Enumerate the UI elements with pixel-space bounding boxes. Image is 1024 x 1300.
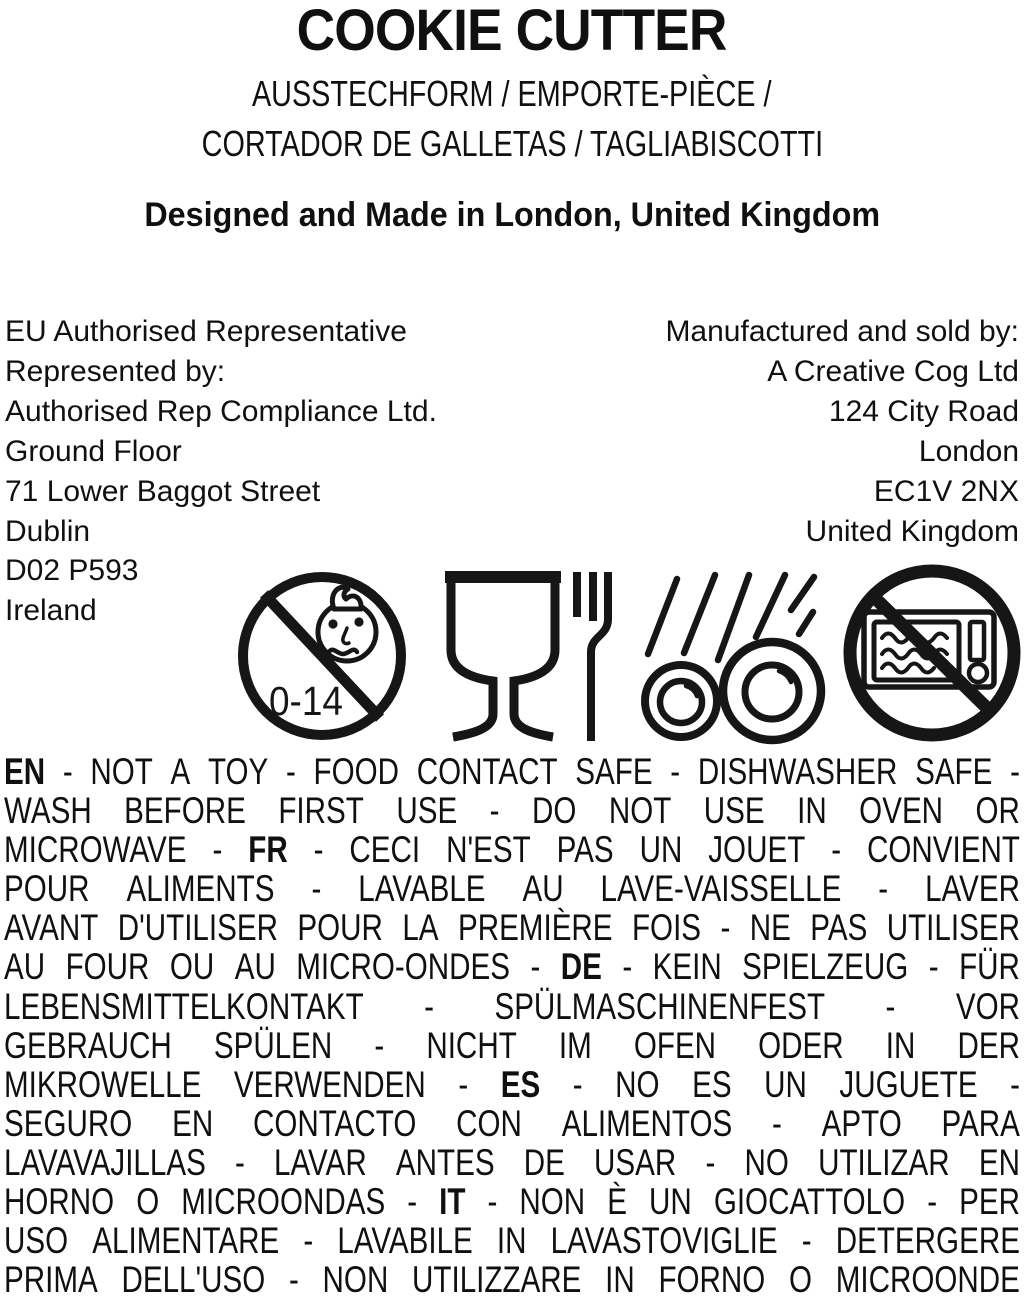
- warning-word: FIRST: [278, 790, 364, 832]
- warning-word: -: [313, 829, 324, 871]
- warning-word: USO: [4, 1220, 69, 1262]
- warning-word: PRIMA: [4, 1259, 98, 1300]
- address-line: 71 Lower Baggot Street: [5, 474, 321, 508]
- page-title: [4, 0, 1020, 73]
- warning-word: CONTACTO: [252, 1102, 417, 1144]
- product-name: COOKIE CUTTER: [297, 0, 727, 63]
- child-face: [318, 587, 376, 661]
- product-name-translations-1: AUSSTECHFORM / EMPORTE-PIÈCE /: [252, 73, 772, 114]
- warning-word: IN: [496, 1220, 527, 1262]
- warning-word: -: [285, 751, 296, 792]
- warning-word: PREMIÈRE: [457, 907, 613, 949]
- warning-word: LAVASTOVIGLIE: [550, 1220, 778, 1262]
- warning-word: -: [928, 946, 939, 988]
- addresses-section: [4, 312, 1020, 752]
- warning-word: -: [772, 1102, 782, 1144]
- language-code: EN: [4, 751, 46, 792]
- warning-word: VOR: [955, 985, 1020, 1027]
- warning-word: -: [530, 946, 541, 988]
- warning-word: -: [424, 985, 434, 1027]
- warning-word: OR: [975, 790, 1020, 832]
- warning-word: -: [62, 751, 73, 792]
- warning-word: FOUR: [65, 946, 150, 988]
- dishwasher-safe-icon: [633, 564, 823, 744]
- warning-word: -: [303, 1220, 314, 1262]
- warning-line: [4, 791, 1020, 830]
- warning-word: EN: [172, 1102, 214, 1144]
- warning-word: LAVE-VAISSELLE: [600, 868, 842, 910]
- warning-word: D'UTILISER: [117, 907, 278, 949]
- warning-word: DER: [957, 1024, 1020, 1066]
- warning-word: FORNO: [658, 1259, 766, 1300]
- warning-word: -: [235, 1141, 245, 1183]
- warning-word: UTILIZAR: [818, 1141, 950, 1183]
- warning-word: NON: [519, 1181, 586, 1223]
- warning-line: [4, 1065, 1020, 1104]
- address-line: United Kingdom: [805, 514, 1019, 548]
- warning-word: NO: [615, 1063, 660, 1105]
- warning-word: TOY: [207, 751, 269, 792]
- warning-word: NO: [744, 1141, 789, 1183]
- warning-word: LEBENSMITTELKONTAKT: [4, 985, 364, 1027]
- warning-word: -: [670, 751, 681, 792]
- warning-word: POUR: [4, 868, 90, 910]
- address-line: Authorised Rep Compliance Ltd.: [5, 394, 437, 428]
- warning-word: JUGUETE: [839, 1063, 978, 1105]
- warning-word: DE: [523, 1141, 565, 1183]
- warning-word: PAS: [556, 829, 614, 871]
- warning-line: [4, 1143, 1020, 1182]
- warning-word: ODER: [758, 1024, 844, 1066]
- warning-word: -: [720, 907, 731, 949]
- warning-word: NOT: [90, 751, 153, 792]
- warning-word: ALIMENTOS: [561, 1102, 733, 1144]
- warning-word: AU: [4, 946, 46, 988]
- warning-word: -: [1010, 751, 1020, 792]
- warning-word: LAVAVAJILLAS: [4, 1141, 206, 1183]
- no-microwave-icon: [841, 564, 1020, 744]
- address-line: Represented by:: [5, 354, 226, 388]
- warning-word: NOT: [608, 790, 672, 832]
- warning-word: FOOD: [313, 751, 400, 792]
- warning-word: SAFE: [915, 751, 993, 792]
- label-header: [4, 0, 1020, 240]
- warning-word: HORNO: [4, 1181, 115, 1223]
- language-code: DE: [560, 946, 602, 988]
- warning-word: -: [885, 985, 896, 1027]
- warning-word: -: [311, 868, 322, 910]
- warning-word: MICROONDE: [835, 1259, 1020, 1300]
- manufacturer-address: [665, 312, 1019, 551]
- warning-word: DISHWASHER: [697, 751, 898, 792]
- warning-word: -: [927, 1181, 938, 1223]
- multilingual-warnings-section: [4, 752, 1020, 1299]
- product-name-translations-2: CORTADOR DE GALLETAS / TAGLIABISCOTTI: [201, 123, 823, 164]
- warning-word: OFEN: [633, 1024, 717, 1066]
- warning-word: SPÜLEN: [213, 1024, 333, 1066]
- warning-word: MICROWAVE: [4, 829, 187, 871]
- address-line: Ireland: [5, 594, 97, 628]
- warning-word: N'EST: [446, 829, 531, 871]
- warning-line: [4, 830, 1020, 869]
- warning-word: ES: [692, 1063, 732, 1105]
- warning-word: -: [1010, 1063, 1020, 1105]
- warning-word: MICRO-ONDES: [296, 946, 511, 988]
- address-line: EU Authorised Representative: [5, 315, 407, 348]
- warning-word: UN: [639, 829, 683, 871]
- warning-word: GIOCATTOLO: [713, 1181, 906, 1223]
- warning-word: È: [607, 1181, 627, 1223]
- warning-word: AU: [234, 946, 276, 988]
- warning-word: VERWENDEN: [233, 1063, 426, 1105]
- warning-word: O: [136, 1181, 160, 1223]
- warning-word: UTILISER: [886, 907, 1020, 949]
- address-line: A Creative Cog Ltd: [767, 354, 1019, 388]
- warning-line: [4, 1221, 1020, 1260]
- warning-word: -: [458, 1063, 469, 1105]
- warning-word: MIKROWELLE: [4, 1063, 202, 1105]
- warning-word: SPÜLMASCHINENFEST: [494, 985, 826, 1027]
- warning-word: IN: [797, 790, 827, 832]
- warning-word: -: [212, 829, 223, 871]
- warning-word: NE: [749, 907, 791, 949]
- warning-word: GEBRAUCH: [4, 1024, 172, 1066]
- warnings-paragraph: [4, 752, 1020, 1299]
- safety-icons-strip: [237, 562, 1020, 744]
- warning-word: APTO: [821, 1102, 902, 1144]
- no-children-0-14-icon: [237, 568, 407, 744]
- warning-word: CONVIENT: [866, 829, 1020, 871]
- warning-word: -: [705, 1141, 716, 1183]
- warning-word: LAVABILE: [337, 1220, 473, 1262]
- warning-word: OVEN: [859, 790, 944, 832]
- warning-word: NICHT: [426, 1024, 517, 1066]
- warning-word: USE: [703, 790, 765, 832]
- warning-word: ALIMENTS: [126, 868, 275, 910]
- warning-word: -: [572, 1063, 583, 1105]
- warning-word: AVANT: [4, 907, 99, 949]
- warning-word: OU: [169, 946, 215, 988]
- warning-word: ALIMENTARE: [92, 1220, 280, 1262]
- warning-word: PAS: [810, 907, 868, 949]
- warning-word: -: [374, 1024, 385, 1066]
- warning-word: KEIN: [652, 946, 722, 988]
- language-code: ES: [500, 1063, 541, 1105]
- warning-word: IM: [558, 1024, 592, 1066]
- warning-word: ANTES: [395, 1141, 495, 1183]
- warning-word: AU: [522, 868, 564, 910]
- address-line: 124 City Road: [828, 394, 1019, 428]
- address-line: Dublin: [5, 514, 91, 548]
- warning-word: -: [878, 868, 889, 910]
- warning-word: DELL'USO: [121, 1259, 266, 1300]
- warning-line: [4, 908, 1020, 947]
- warning-word: O: [789, 1259, 813, 1300]
- warning-word: DETERGERE: [835, 1220, 1020, 1262]
- address-line: Ground Floor: [5, 434, 182, 468]
- address-line: EC1V 2NX: [873, 474, 1019, 508]
- age-range-label: 0-14: [269, 678, 343, 724]
- warning-word: SAFE: [575, 751, 653, 792]
- warning-word: EN: [978, 1141, 1020, 1183]
- warning-word: CONTACT: [416, 751, 558, 792]
- warning-word: UTILIZZARE: [412, 1259, 582, 1300]
- warning-word: -: [407, 1181, 418, 1223]
- warning-word: DO: [531, 790, 577, 832]
- warning-word: NON: [322, 1259, 389, 1300]
- warning-line: [4, 1026, 1020, 1065]
- food-contact-safe-icon: [425, 564, 615, 744]
- warning-word: POUR: [297, 907, 383, 949]
- warning-word: FOIS: [631, 907, 702, 949]
- warning-line: [4, 947, 1020, 986]
- warning-word: SEGURO: [4, 1102, 133, 1144]
- warning-word: IN: [885, 1024, 916, 1066]
- warning-word: FÜR: [959, 946, 1020, 988]
- warning-word: -: [831, 829, 842, 871]
- warning-word: IN: [605, 1259, 635, 1300]
- origin-statement: Designed and Made in London, United Kingdom: [144, 196, 880, 234]
- warning-word: CECI: [349, 829, 421, 871]
- warning-word: PER: [959, 1181, 1020, 1223]
- warning-word: -: [622, 946, 633, 988]
- warning-word: USE: [396, 790, 458, 832]
- warning-word: CON: [456, 1102, 522, 1144]
- warning-line: [4, 1104, 1020, 1143]
- language-code: FR: [248, 829, 288, 871]
- warning-word: -: [801, 1220, 812, 1262]
- warning-word: USAR: [594, 1141, 677, 1183]
- warning-line: [4, 869, 1020, 908]
- address-line: London: [918, 434, 1019, 468]
- warning-word: MICROONDAS: [181, 1181, 386, 1223]
- warning-word: LAVABLE: [358, 868, 486, 910]
- warning-word: BEFORE: [124, 790, 246, 832]
- address-line: D02 P593: [5, 554, 139, 588]
- warning-word: WASH: [4, 790, 92, 832]
- warning-word: SPIELZEUG: [742, 946, 909, 988]
- warning-line: [4, 752, 1020, 791]
- warning-word: A: [170, 751, 191, 792]
- warning-line: [4, 987, 1020, 1026]
- warning-word: PARA: [941, 1102, 1020, 1144]
- warning-word: -: [288, 1259, 299, 1300]
- warning-line: [4, 1182, 1020, 1221]
- warning-line: [4, 1260, 1020, 1299]
- language-code: IT: [439, 1181, 466, 1223]
- warning-word: -: [489, 790, 500, 832]
- warning-word: JOUET: [708, 829, 806, 871]
- address-line: Manufactured and sold by:: [665, 315, 1019, 348]
- warning-word: LAVER: [925, 868, 1020, 910]
- warning-word: -: [487, 1181, 498, 1223]
- warning-word: LAVAR: [274, 1141, 367, 1183]
- warning-word: UN: [764, 1063, 807, 1105]
- warning-word: UN: [649, 1181, 692, 1223]
- warning-word: LA: [402, 907, 439, 949]
